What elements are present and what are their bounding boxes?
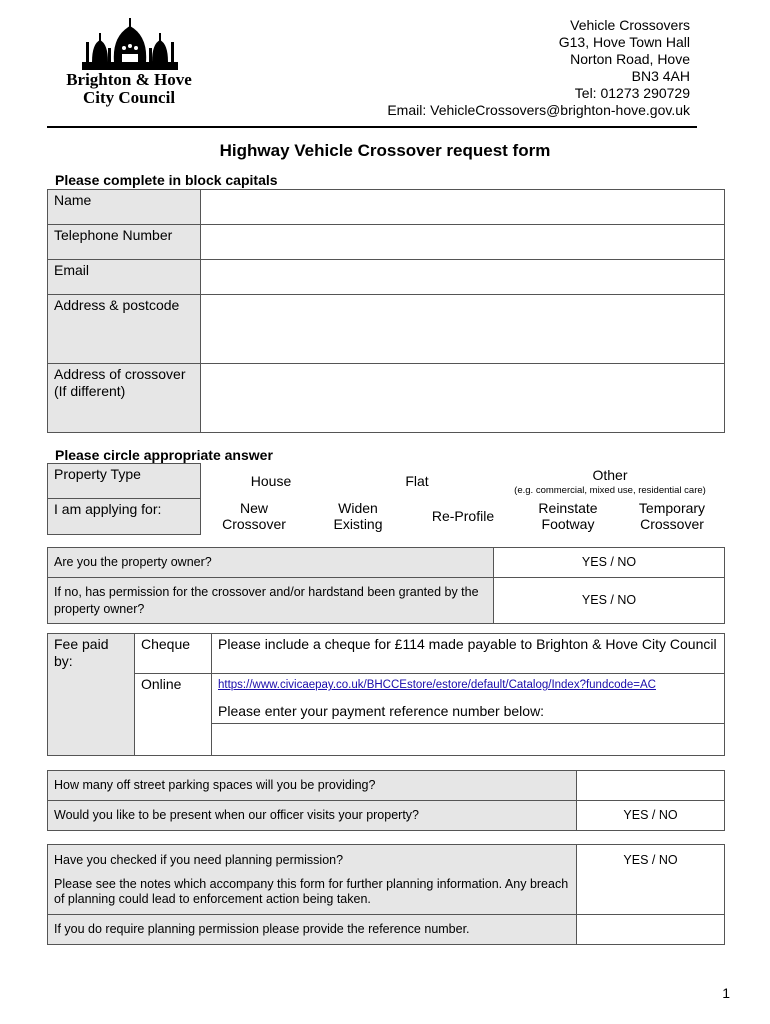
- email-field[interactable]: [201, 260, 725, 295]
- cheque-instructions: Please include a cheque for £114 made payable to Brighton & Hove City Council: [212, 634, 725, 674]
- contact-email: Email: VehicleCrossovers@brighton-hove.gov.uk: [387, 102, 690, 118]
- planning-question-cell: [48, 845, 577, 915]
- council-name-line1: Brighton & Hove: [66, 70, 192, 89]
- option-line: Existing: [333, 516, 383, 532]
- option-line: New: [239, 500, 268, 516]
- payment-reference-text: Please enter your payment reference number below:: [218, 703, 545, 719]
- page-number: 1: [722, 985, 730, 1001]
- address-field[interactable]: [201, 295, 725, 364]
- option-line: Temporary: [638, 500, 706, 516]
- property-type-label: Property Type: [48, 464, 201, 499]
- address-label: Address & postcode: [48, 295, 201, 364]
- officer-visit-question: Would you like to be present when our officer visits your property?: [48, 801, 577, 831]
- form-title: Highway Vehicle Crossover request form: [219, 141, 551, 160]
- contact-line: Tel: 01273 290729: [574, 85, 690, 101]
- option-house[interactable]: House: [250, 473, 292, 489]
- option-line: Widen: [338, 500, 378, 516]
- cheque-label: Cheque: [135, 634, 212, 674]
- parking-spaces-field[interactable]: [577, 771, 725, 801]
- option-line: Reinstate: [538, 500, 598, 516]
- option-flat[interactable]: Flat: [405, 473, 429, 489]
- name-field[interactable]: [201, 190, 725, 225]
- section1-heading: Please complete in block capitals: [55, 172, 278, 188]
- personal-details-table: [47, 189, 725, 433]
- planning-answer[interactable]: YES / NO: [577, 845, 725, 915]
- pavilion-logo-icon: [78, 18, 182, 72]
- option-new-crossover[interactable]: [208, 500, 300, 532]
- permission-answer[interactable]: YES / NO: [494, 578, 725, 624]
- option-other-label: Other: [592, 467, 628, 483]
- permission-question: If no, has permission for the crossover and/or hardstand been granted by the property owner?: [48, 578, 494, 624]
- option-reinstate-footway[interactable]: [522, 500, 614, 532]
- council-name-line2: City Council: [82, 88, 176, 107]
- fee-label: Fee paid by:: [48, 634, 135, 756]
- email-label: Email: [48, 260, 201, 295]
- header-divider: [47, 126, 697, 128]
- council-logo: [58, 18, 208, 108]
- planning-reference-field[interactable]: [577, 915, 725, 945]
- telephone-field[interactable]: [201, 225, 725, 260]
- contact-line: Norton Road, Hove: [570, 51, 690, 67]
- payment-link[interactable]: https://www.civicaepay.co.uk/BHCCEstore/estore/default/Catalog/Index?fundcode=AC: [218, 679, 656, 691]
- section2-heading: Please circle appropriate answer: [55, 447, 273, 463]
- officer-visit-answer[interactable]: YES / NO: [577, 801, 725, 831]
- payment-reference-field[interactable]: [212, 724, 725, 756]
- contact-line: BN3 4AH: [631, 68, 690, 84]
- planning-question: Have you checked if you need planning permission?: [54, 853, 344, 867]
- contact-line: Vehicle Crossovers: [570, 17, 690, 33]
- ownership-table: [47, 547, 725, 624]
- parking-table: [47, 770, 725, 831]
- crossover-address-field[interactable]: [201, 364, 725, 433]
- option-re-profile[interactable]: [418, 508, 508, 524]
- telephone-label: Telephone Number: [48, 225, 201, 260]
- crossover-address-label: Address of crossover (If different): [48, 364, 201, 433]
- applying-label: I am applying for:: [48, 499, 201, 535]
- online-label: Online: [135, 674, 212, 756]
- planning-note: Please see the notes which accompany this form for further planning information. Any breach of planning could lead to enforcement action being taken.: [54, 877, 569, 906]
- option-other[interactable]: [500, 467, 720, 499]
- option-widen-existing[interactable]: [312, 500, 404, 532]
- planning-table: [47, 844, 725, 945]
- option-temporary-crossover[interactable]: [624, 500, 720, 532]
- option-line: Crossover: [640, 516, 704, 532]
- option-line: Crossover: [222, 516, 286, 532]
- name-label: Name: [48, 190, 201, 225]
- contact-address: [387, 17, 690, 119]
- owner-answer[interactable]: YES / NO: [494, 548, 725, 578]
- owner-question: Are you the property owner?: [48, 548, 494, 578]
- parking-spaces-question: How many off street parking spaces will you be providing?: [48, 771, 577, 801]
- contact-line: G13, Hove Town Hall: [558, 34, 690, 50]
- fee-table: [47, 633, 725, 756]
- option-line: Footway: [541, 516, 595, 532]
- planning-reference-question: If you do require planning permission please provide the reference number.: [48, 915, 577, 945]
- option-other-note: (e.g. commercial, mixed use, residential care): [514, 485, 706, 496]
- option-line: Re-Profile: [431, 508, 495, 524]
